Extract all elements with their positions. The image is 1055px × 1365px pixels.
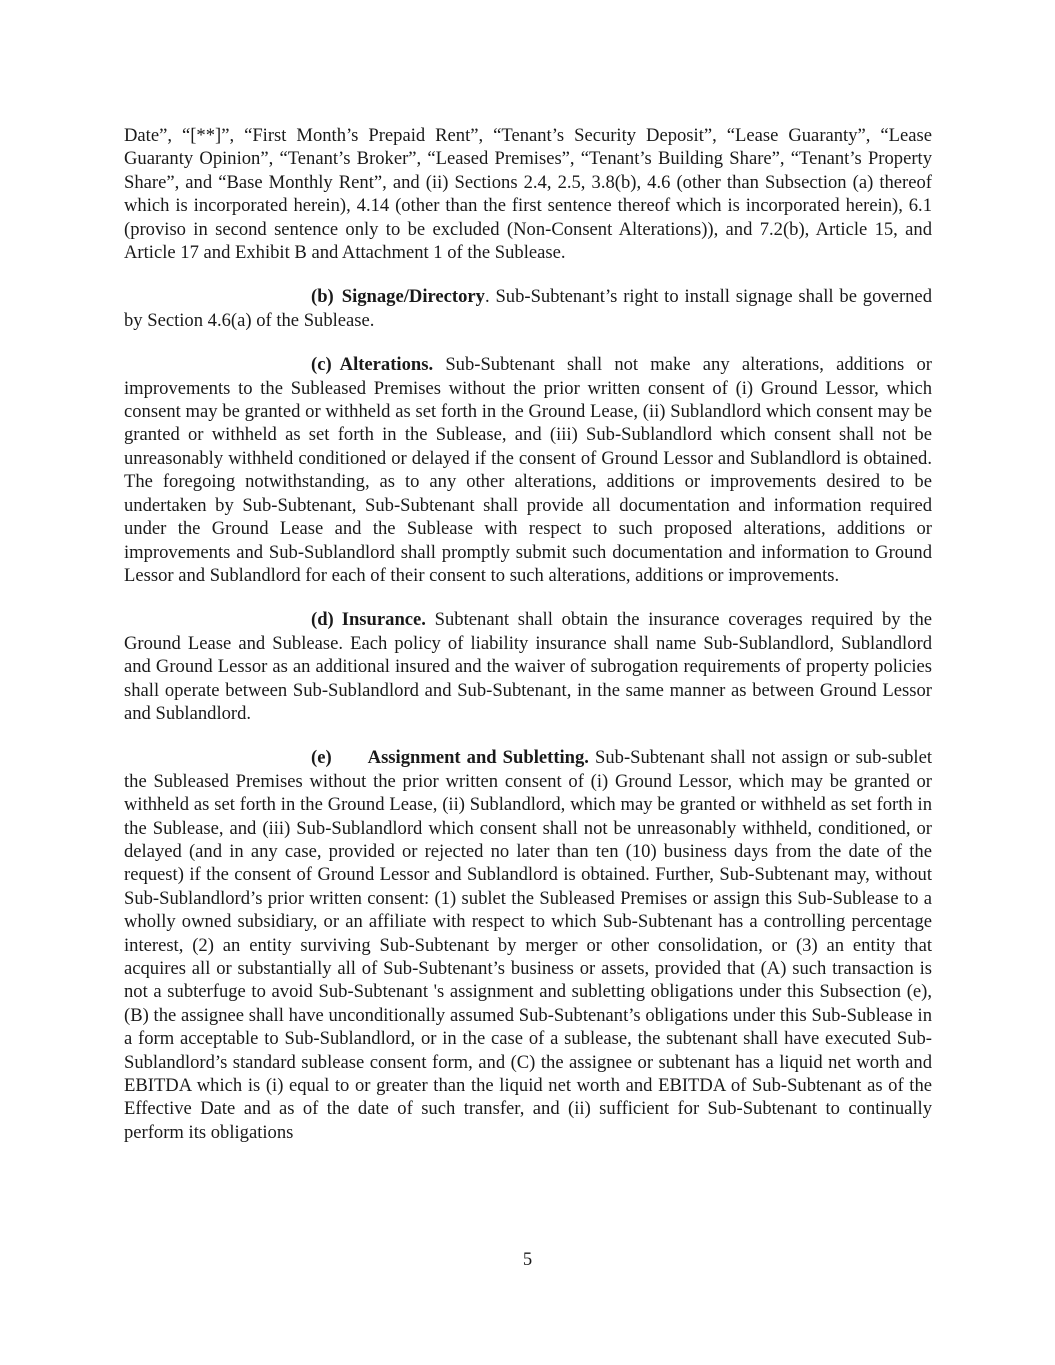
section-body: . Sub-Subtenant’s right to install signage shall be governed by Section 4.6(a) of the Sublease. [124, 286, 932, 331]
section-body: Sub-Subtenant shall not assign or sub-sublet the Subleased Premises without the prior written consent of (i) Ground Lessor, which may be granted or withheld as set forth in the Ground Lease, (ii) Sublandlord, which may be granted or withheld as set forth in the Sublease, and (iii) Sub-Sublandlord which consent shall not be unreasonably withheld, conditioned, or delayed (and in any case, provided or rejected no later than ten (10) business days from the date of the request) if the consent of Ground Lessor and Sublandlord is obtained. Further, Sub-Subtenant may, without Sub-Sublandlord’s prior written consent: (1) sublet the Subleased Premises or assign this Sub-Sublease to a wholly owned subsidiary, or an affiliate with respect to which Sub-Subtenant has a controlling percentage interest, (2) an entity surviving Sub-Subtenant by merger or other consolidation, or (3) an entity that acquires all or substantially all of Sub-Subtenant’s business or assets, provided that (A) such transaction is not a subterfuge to avoid Sub-Subtenant 's assignment and subletting obligations under this Subsection (e), (B) the assignee shall have unconditionally assumed Sub-Subtenant’s obligations under this Sub-Sublease in a form acceptable to Sub-Sublandlord, or in the case of a sublease, the subtenant shall have executed Sub-Sublandlord’s standard sublease consent form, and (C) the assignee or subtenant has a liquid net worth and EBITDA which is (i) equal to or greater than the liquid net worth and EBITDA of Sub-Subtenant as of the Effective Date and as of the date of such transfer, and (ii) sufficient for Sub-Subtenant to continually perform its obligations [124, 747, 933, 1143]
paragraph-c-alterations [124, 353, 932, 587]
paragraph-e-assignment [124, 746, 932, 1144]
page-number: 5 [522, 1249, 533, 1270]
document-page [124, 124, 932, 1165]
section-number: (b) [311, 286, 334, 308]
section-title: Signage/Directory [341, 286, 485, 308]
section-title: Insurance. [341, 609, 426, 631]
section-number: (e) [311, 747, 332, 769]
section-body: Subtenant shall obtain the insurance coverages required by the Ground Lease and Sublease. Each policy of liability insurance shall name Sub-Sublandlord, Sublandlord and Ground Lessor as an additional insured and the waiver of subrogation requirements of property policies shall operate between Sub-Sublandlord and Sub-Subtenant, in the same manner as between Ground Lessor and Sublandlord. [124, 609, 932, 724]
section-number: (d) [311, 609, 334, 631]
paragraph-intro [124, 124, 932, 264]
section-title: Alterations. [339, 354, 434, 376]
section-title: Assignment and Subletting. [367, 747, 589, 769]
section-body: Sub-Subtenant shall not make any alterations, additions or improvements to the Subleased Premises without the prior written consent of (i) Ground Lessor, which consent may be granted or withheld as set forth in the Ground Lease, (ii) Sublandlord which consent may be granted or withheld as set forth in the Sublease, and (iii) Sub-Sublandlord which consent shall not be unreasonably withheld conditioned or delayed if the consent of Ground Lessor and Sublandlord is obtained. The foregoing notwithstanding, as to any other alterations, additions or improvements desired to be undertaken by Sub-Subtenant, Sub-Subtenant shall provide all documentation and information required under the Ground Lease and the Sublease with respect to such proposed alterations, additions or improvements and Sub-Sublandlord shall promptly submit such documentation and information to Ground Lessor and Sublandlord for each of their consent to such alterations, additions or improvements. [124, 354, 932, 586]
paragraph-intro-text: Date”, “[**]”, “First Month’s Prepaid Rent”, “Tenant’s Security Deposit”, “Lease Guaranty”, “Lease Guaranty Opinion”, “Tenant’s Broker”, “Leased Premises”, “Tenant’s Building Share”, “Tenant’s Property Share”, and “Base Monthly Rent”, and (ii) Sections 2.4, 2.5, 3.8(b), 4.6 (other than Subsection (a) thereof which is incorporated herein), 4.14 (other than the first sentence thereof which is incorporated herein), 6.1 (proviso in second sentence only to be excluded (Non-Consent Alterations)), and 7.2(b), Article 15, and Article 17 and Exhibit B and Attachment 1 of the Sublease. [124, 125, 932, 264]
paragraph-d-insurance [124, 608, 932, 725]
paragraph-b-signage [124, 285, 932, 332]
section-number: (c) [311, 354, 332, 376]
